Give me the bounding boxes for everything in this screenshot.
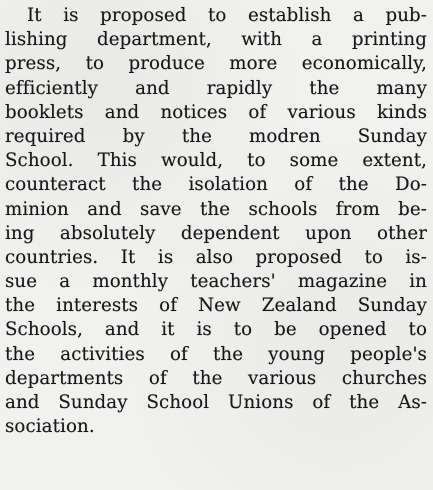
article-paragraph bbox=[5, 4, 427, 439]
text-line: minion and save the schools from be- bbox=[5, 198, 427, 220]
text-line: efficiently and rapidly the many bbox=[5, 77, 427, 99]
text-line: required by the modren Sunday bbox=[5, 125, 427, 147]
text-line: the activities of the young people's bbox=[5, 343, 427, 365]
text-line: press, to produce more economically, bbox=[5, 53, 427, 75]
text-line: sue a monthly teachers' magazine in bbox=[5, 271, 427, 293]
text-line: the interests of New Zealand Sunday bbox=[5, 295, 427, 317]
text-line: School. This would, to some extent, bbox=[5, 150, 427, 172]
text-line: departments of the various churches bbox=[5, 367, 427, 389]
text-line: It is proposed to establish a pub- bbox=[27, 5, 427, 26]
text-line: ing absolutely dependent upon other bbox=[5, 222, 427, 244]
text-line: sociation. bbox=[5, 416, 95, 438]
text-line: and Sunday School Unions of the As- bbox=[5, 392, 427, 413]
text-line: booklets and notices of various kinds bbox=[5, 101, 427, 123]
text-line: countries. It is also proposed to is- bbox=[5, 246, 427, 268]
text-line: counteract the isolation of the Do- bbox=[5, 174, 427, 196]
text-line: Schools, and it is to be opened to bbox=[5, 319, 427, 341]
text-line: lishing department, with a printing bbox=[5, 29, 427, 51]
